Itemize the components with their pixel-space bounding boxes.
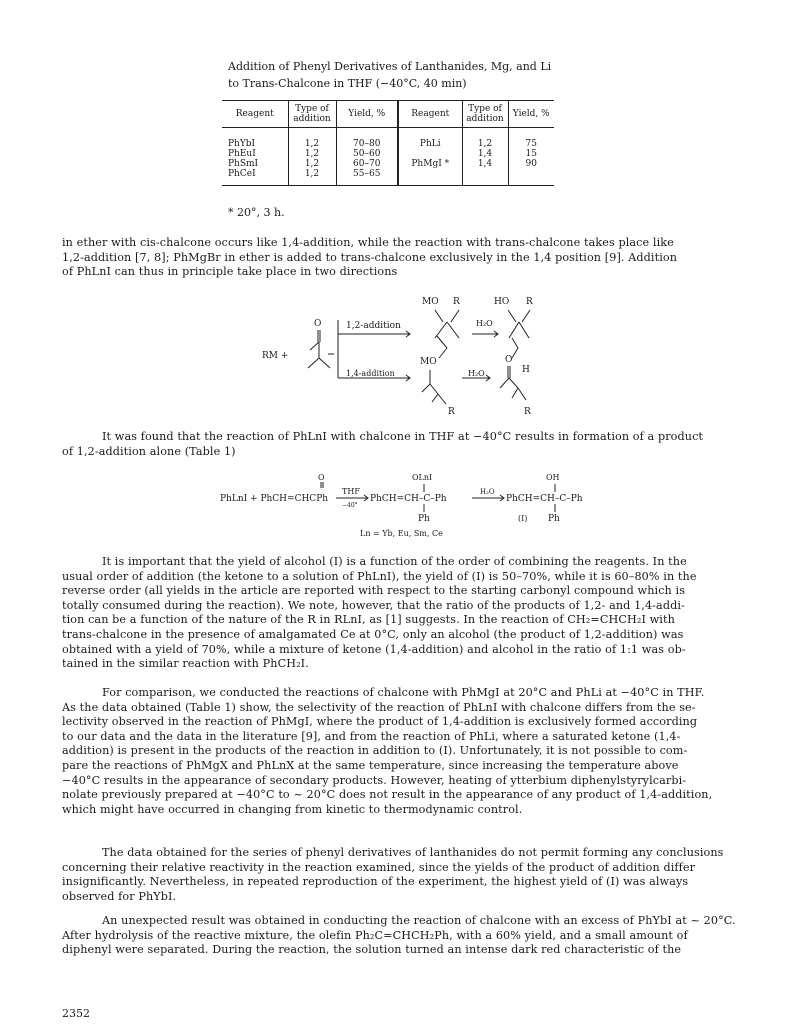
- text-line: −40°C results in the appearance of secondary products. However, heating of ytterbium diphenylstyrylcarbi-: [62, 773, 687, 787]
- paragraph-3: [62, 555, 758, 672]
- col-reagent-2: [398, 128, 462, 186]
- col-type-1: [288, 128, 336, 186]
- text-line: pare the reactions of PhMgX and PhLnX at the same temperature, since increasing the temperature above: [62, 758, 679, 772]
- table-cell: 1,2: [477, 139, 493, 149]
- col-type-2: [462, 128, 508, 186]
- paragraph-5: [62, 846, 758, 904]
- rm-text: RM +: [262, 351, 289, 361]
- text-line: trans-chalcone in the presence of amalgamated Ce at 0°C, only an alcohol (the product of 1,2-addition) was: [62, 627, 684, 641]
- table-cell: 1,4: [477, 159, 493, 169]
- header-reagent-1: Reagent: [222, 101, 288, 128]
- table-body-row: [222, 128, 554, 186]
- water-label: H₂O: [476, 319, 493, 328]
- text-line: As the data obtained (Table 1) show, the selectivity of the reaction of PhLnI with chalcone differs from the se-: [62, 700, 696, 714]
- header-type-1: Type of addition: [288, 101, 336, 128]
- path-1-2-label: 1,2-addition: [346, 321, 401, 331]
- oh-label: OH: [546, 473, 560, 482]
- lanthanide-list: Ln = Yb, Eu, Sm, Ce: [360, 529, 443, 538]
- table-footnote: * 20°, 3 h.: [228, 206, 285, 219]
- carbonyl-o: O: [318, 473, 325, 482]
- table-cell: PhLi: [419, 139, 441, 149]
- text-line: It is important that the yield of alcohol (I) is a function of the order of combining the reagents. In the: [102, 555, 687, 568]
- table-cell: 70–80: [353, 139, 381, 149]
- ph-label: Ph: [418, 514, 430, 524]
- r-label: R: [526, 297, 533, 307]
- yield-table: [222, 100, 554, 186]
- text-line: totally consumed during the reaction). We note, however, that the ratio of the products of 1,2- and 1,4-addi-: [62, 598, 685, 612]
- table-cell: [400, 149, 461, 159]
- carbonyl-o: O: [314, 319, 322, 329]
- header-yield-1: Yield, %: [336, 101, 398, 128]
- table-caption-line-2: to Trans-Chalcone in THF (−40°C, 40 min): [228, 77, 467, 90]
- table-cell: 1,2: [304, 149, 320, 159]
- table-cell: PhCeI: [228, 169, 256, 179]
- text-line: addition) is present in the products of the reaction in addition to (I). Unfortunately, it is not possible to com-: [62, 744, 688, 758]
- table-cell: PhYbI: [228, 139, 256, 149]
- col-yield-2: [508, 128, 554, 186]
- text-line: diphenyl were separated. During the reaction, the solution turned an intense dark red characteristic of the: [62, 943, 682, 957]
- page-number: 2352: [62, 1007, 90, 1020]
- text-line: concerning their relative reactivity in the reaction examined, since the yields of the product of addition differ: [62, 860, 696, 874]
- r-label: R: [453, 297, 460, 307]
- paragraph-6: [62, 914, 758, 958]
- header-type-2: Type of addition: [462, 101, 508, 128]
- text-line: After hydrolysis of the reactive mixture, the olefin Ph₂C=CHCH₂Ph, with a 60% yield, and a small amount of: [62, 928, 688, 942]
- text-line: to our data and the data in the literature [9], and from the reaction of PhLi, where a saturated ketone (1,4-: [62, 729, 681, 743]
- text-line: in ether with cis-chalcone occurs like 1,4-addition, while the reaction with trans-chalcone takes place like: [62, 236, 674, 249]
- water-label: H₂O: [480, 488, 495, 496]
- text-line: 1,2-addition [7, 8]; PhMgBr in ether is added to trans-chalcone exclusively in the 1,4 position [9]. Addition: [62, 250, 678, 264]
- text-line: observed for PhYbI.: [62, 889, 177, 903]
- col-reagent-1: [222, 128, 288, 186]
- table-cell: PhEuI: [228, 149, 256, 159]
- r-label: R: [524, 407, 531, 417]
- paragraph-4: [62, 686, 758, 817]
- product: PhCH=CH–C–Ph: [506, 494, 583, 504]
- table-cell: 1,2: [304, 139, 320, 149]
- paragraph-1: [62, 236, 758, 280]
- table-cell: 55–65: [353, 169, 381, 179]
- h-label: H: [522, 365, 530, 375]
- header-yield-2: Yield, %: [508, 101, 554, 128]
- table-header-row: [222, 101, 554, 128]
- table-cell: PhSmI: [228, 159, 259, 169]
- reactants: PhLnI + PhCH=CHCPh: [220, 494, 329, 504]
- table-cell: 50–60: [353, 149, 381, 159]
- compound-label: (I): [518, 514, 528, 523]
- text-line: tained in the similar reaction with PhCH₂I.: [62, 657, 309, 671]
- addition-scheme: [250, 290, 580, 420]
- text-line: usual order of addition (the ketone to a solution of PhLnI), the yield of (I) is 50–70%, while it is 60–80% in the: [62, 569, 697, 583]
- reaction-scheme: [220, 470, 590, 542]
- path-1-4-label: 1,4-addition: [346, 369, 395, 378]
- text-line: of PhLnI can thus in principle take place in two directions: [62, 265, 398, 279]
- table-cell: 15: [525, 149, 537, 159]
- table-cell: 75: [525, 139, 537, 149]
- mo-label: MO: [422, 297, 439, 307]
- table-cell: 1,4: [477, 149, 493, 159]
- table-cell: 60–70: [353, 159, 381, 169]
- r-label: R: [448, 407, 455, 417]
- water-label: H₂O: [468, 369, 485, 378]
- text-line: For comparison, we conducted the reactions of chalcone with PhMgI at 20°C and PhLi at −40°C in THF.: [102, 686, 705, 699]
- text-line: reverse order (all yields in the article are reported with respect to the starting carbonyl compound which is: [62, 584, 686, 598]
- header-reagent-2: Reagent: [398, 101, 462, 128]
- text-line: obtained with a yield of 70%, while a mixture of ketone (1,4-addition) and alcohol in the ratio of 1:1 was ob-: [62, 642, 686, 656]
- table-cell: PhMgI *: [411, 159, 450, 169]
- table-cell: 1,2: [304, 169, 320, 179]
- text-line: It was found that the reaction of PhLnI with chalcone in THF at −40°C results in formation of a product: [102, 430, 704, 443]
- carbonyl-o: O: [505, 355, 513, 365]
- text-line: lectivity observed in the reaction of PhMgI, where the product of 1,4-addition is exclusively formed according: [62, 715, 698, 729]
- table-caption: [228, 58, 648, 92]
- table-caption-line-1: Addition of Phenyl Derivatives of Lanthanides, Mg, and Li: [228, 60, 552, 73]
- temperature-label: −40°: [342, 502, 358, 509]
- table-cell: 90: [525, 159, 537, 169]
- ph-label: Ph: [548, 514, 560, 524]
- olni-label: OLnI: [412, 473, 433, 482]
- text-line: An unexpected result was obtained in conducting the reaction of chalcone with an excess of PhYbI at ~ 20°C.: [102, 914, 736, 927]
- paragraph-2: [62, 430, 758, 459]
- text-line: The data obtained for the series of phenyl derivatives of lanthanides do not permit forming any conclusions: [102, 846, 724, 859]
- table-cell: 1,2: [304, 159, 320, 169]
- text-line: insignificantly. Nevertheless, in repeated reproduction of the experiment, the highest yield of (I) was always: [62, 875, 689, 889]
- mo-label: MO: [420, 357, 437, 367]
- col-yield-1: [336, 128, 398, 186]
- intermediate: PhCH=CH–C–Ph: [370, 494, 447, 504]
- text-line: nolate previously prepared at −40°C to ~ 20°C does not result in the appearance of any product of 1,4-addition,: [62, 788, 713, 802]
- ho-label: HO: [494, 297, 510, 307]
- text-line: which might have occurred in changing from kinetic to thermodynamic control.: [62, 802, 523, 816]
- text-line: of 1,2-addition alone (Table 1): [62, 444, 236, 458]
- text-line: tion can be a function of the nature of the R in RLnI, as [1] suggests. In the reaction of CH₂=CHCH₂I with: [62, 613, 675, 627]
- solvent-label: THF: [342, 487, 360, 496]
